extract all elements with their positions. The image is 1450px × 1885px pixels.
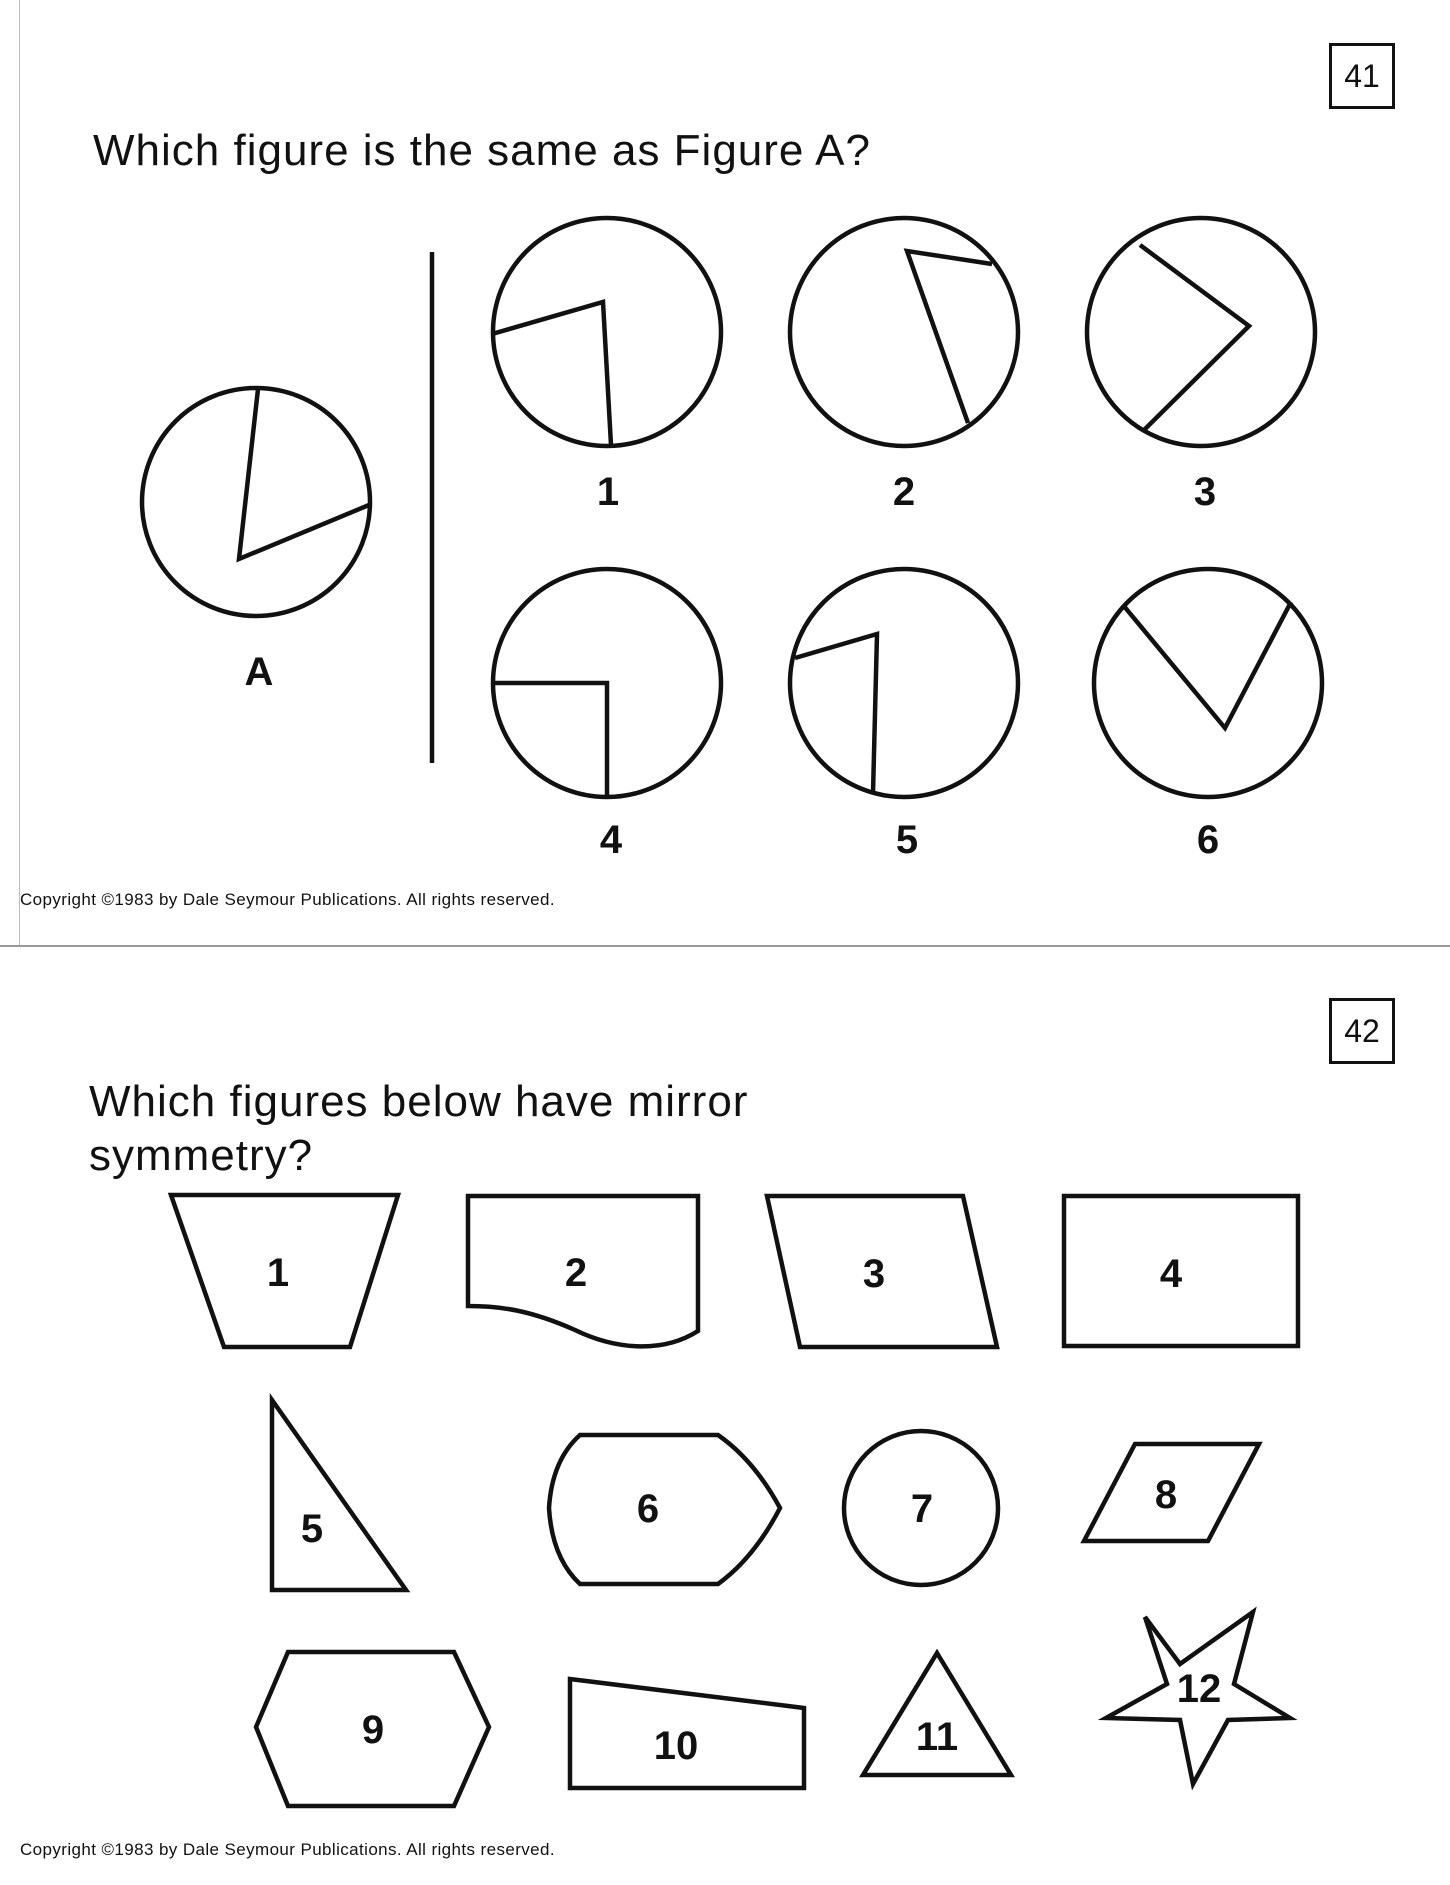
option-figure-4[interactable]: [493, 569, 721, 797]
shape-label-8: 8: [1154, 1473, 1178, 1517]
shape-5-right-triangle[interactable]: [272, 1400, 406, 1590]
shape-label-10: 10: [653, 1724, 699, 1768]
question-text-line-1: Which figures below have mirror: [89, 1077, 749, 1126]
option-figure-6[interactable]: [1094, 569, 1322, 797]
shape-label-4: 4: [1159, 1252, 1183, 1296]
option-figure-2[interactable]: [790, 218, 1018, 446]
shape-label-7: 7: [910, 1487, 934, 1531]
card-number: 41: [1329, 43, 1395, 109]
shape-6-pointed-shape[interactable]: [549, 1435, 780, 1584]
option-figure-3[interactable]: [1087, 218, 1315, 446]
figure-a-label: A: [244, 650, 274, 694]
copyright-text: Copyright ©1983 by Dale Seymour Publications. All rights reserved.: [20, 1840, 556, 1859]
option-label-5: 5: [895, 818, 919, 862]
option-label-6: 6: [1196, 818, 1220, 862]
shapes-panel: [0, 947, 1450, 1885]
shape-label-2: 2: [564, 1251, 588, 1295]
shape-label-5: 5: [300, 1507, 324, 1551]
shape-label-12: 12: [1176, 1667, 1222, 1711]
question-text-line-2: symmetry?: [89, 1131, 314, 1180]
card-number: 42: [1329, 998, 1395, 1064]
question-text: Which figure is the same as Figure A?: [93, 126, 871, 175]
copyright-text: Copyright ©1983 by Dale Seymour Publications. All rights reserved.: [20, 890, 556, 909]
shape-label-9: 9: [361, 1708, 385, 1752]
shape-label-3: 3: [862, 1252, 886, 1296]
option-label-2: 2: [892, 470, 916, 514]
option-label-1: 1: [596, 470, 620, 514]
option-label-3: 3: [1193, 470, 1217, 514]
option-label-4: 4: [599, 818, 623, 862]
option-figure-1[interactable]: [492, 218, 721, 446]
shape-label-11: 11: [915, 1715, 959, 1759]
shape-label-6: 6: [636, 1487, 660, 1531]
card-42: [0, 947, 1450, 1885]
shape-label-1: 1: [266, 1251, 290, 1295]
option-figure-5[interactable]: [790, 569, 1018, 797]
figure-a[interactable]: [142, 388, 370, 616]
